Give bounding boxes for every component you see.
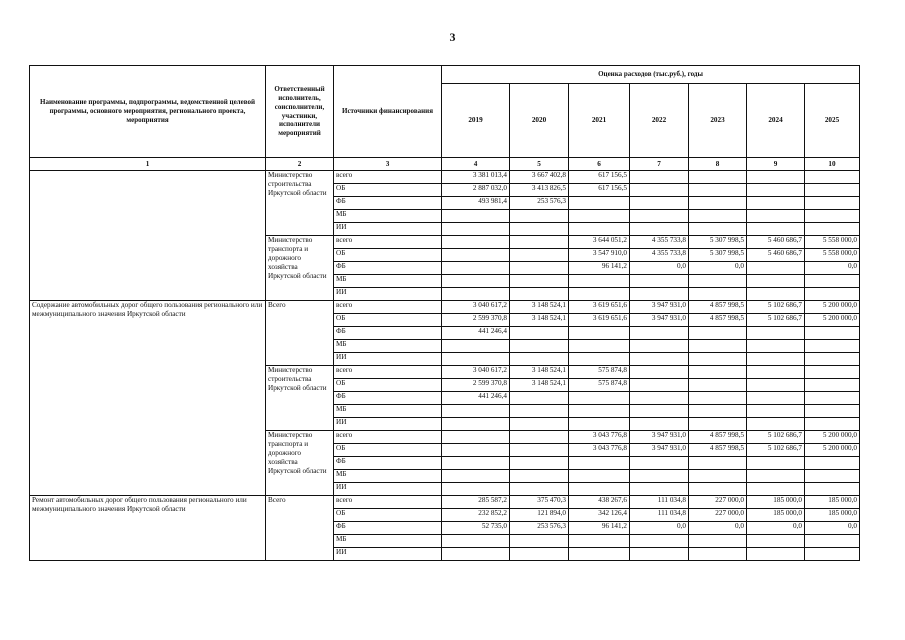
value-cell: 4 857 998,5 — [689, 431, 747, 444]
value-cell — [805, 340, 860, 353]
value-cell: 375 470,3 — [510, 496, 569, 509]
value-cell: 5 558 000,0 — [805, 249, 860, 262]
value-cell: 5 102 686,7 — [747, 301, 805, 314]
column-number: 2 — [266, 158, 334, 171]
funding-source: МБ — [334, 275, 442, 288]
value-cell: 3 947 931,0 — [630, 444, 689, 457]
value-cell — [569, 470, 630, 483]
value-cell: 5 460 686,7 — [747, 236, 805, 249]
value-cell — [630, 184, 689, 197]
value-cell — [510, 392, 569, 405]
value-cell: 96 141,2 — [569, 522, 630, 535]
value-cell — [569, 392, 630, 405]
value-cell — [442, 444, 510, 457]
table-row — [30, 171, 860, 184]
funding-source: ИИ — [334, 288, 442, 301]
value-cell — [442, 483, 510, 496]
executor-name: Всего — [266, 301, 334, 366]
value-cell — [510, 275, 569, 288]
value-cell — [689, 223, 747, 236]
executor-name: Всего — [266, 496, 334, 561]
executor-name: Министерство транспорта и дорожного хозяйства Иркутской области — [266, 431, 334, 496]
value-cell — [747, 392, 805, 405]
value-cell: 253 576,3 — [510, 197, 569, 210]
value-cell: 0,0 — [747, 522, 805, 535]
value-cell — [442, 340, 510, 353]
value-cell — [510, 457, 569, 470]
value-cell — [805, 457, 860, 470]
value-cell: 52 735,0 — [442, 522, 510, 535]
value-cell: 3 947 931,0 — [630, 301, 689, 314]
column-number: 8 — [689, 158, 747, 171]
value-cell — [805, 171, 860, 184]
value-cell — [689, 353, 747, 366]
funding-source: МБ — [334, 210, 442, 223]
value-cell — [630, 392, 689, 405]
value-cell — [805, 535, 860, 548]
value-cell — [747, 457, 805, 470]
value-cell: 5 307 998,5 — [689, 236, 747, 249]
value-cell: 617 156,5 — [569, 184, 630, 197]
value-cell — [442, 262, 510, 275]
value-cell — [689, 288, 747, 301]
funding-source: ИИ — [334, 483, 442, 496]
value-cell — [747, 210, 805, 223]
value-cell — [569, 418, 630, 431]
value-cell — [689, 405, 747, 418]
value-cell: 4 355 733,8 — [630, 236, 689, 249]
value-cell — [747, 340, 805, 353]
value-cell — [805, 366, 860, 379]
value-cell — [805, 470, 860, 483]
value-cell: 5 460 686,7 — [747, 249, 805, 262]
value-cell — [747, 379, 805, 392]
value-cell — [747, 470, 805, 483]
value-cell — [747, 288, 805, 301]
column-number: 9 — [747, 158, 805, 171]
value-cell — [442, 353, 510, 366]
value-cell — [569, 340, 630, 353]
value-cell — [805, 405, 860, 418]
value-cell — [689, 275, 747, 288]
value-cell — [689, 379, 747, 392]
value-cell — [569, 288, 630, 301]
value-cell: 4 857 998,5 — [689, 314, 747, 327]
value-cell — [569, 197, 630, 210]
value-cell: 3 644 051,2 — [569, 236, 630, 249]
value-cell — [442, 418, 510, 431]
value-cell — [510, 288, 569, 301]
value-cell: 2 599 370,8 — [442, 379, 510, 392]
value-cell: 441 246,4 — [442, 327, 510, 340]
value-cell: 3 148 524,1 — [510, 314, 569, 327]
value-cell: 185 000,0 — [805, 509, 860, 522]
funding-source: ОБ — [334, 379, 442, 392]
page-number: 3 — [449, 30, 456, 44]
value-cell: 3 413 826,5 — [510, 184, 569, 197]
column-number: 4 — [442, 158, 510, 171]
value-cell — [569, 535, 630, 548]
column-number: 6 — [569, 158, 630, 171]
value-cell — [689, 470, 747, 483]
value-cell: 4 857 998,5 — [689, 444, 747, 457]
value-cell: 3 148 524,1 — [510, 301, 569, 314]
value-cell — [805, 210, 860, 223]
table-row — [30, 496, 860, 509]
value-cell — [442, 405, 510, 418]
value-cell — [805, 223, 860, 236]
value-cell: 3 947 931,0 — [630, 431, 689, 444]
funding-source: ОБ — [334, 249, 442, 262]
column-number: 7 — [630, 158, 689, 171]
value-cell — [510, 470, 569, 483]
year-header: 2022 — [630, 84, 689, 158]
value-cell — [747, 548, 805, 561]
year-header: 2019 — [442, 84, 510, 158]
value-cell — [510, 535, 569, 548]
funding-source: ФБ — [334, 262, 442, 275]
funding-source: всего — [334, 301, 442, 314]
value-cell: 0,0 — [630, 522, 689, 535]
value-cell: 3 148 524,1 — [510, 366, 569, 379]
funding-source: ИИ — [334, 418, 442, 431]
column-number: 3 — [334, 158, 442, 171]
value-cell: 96 141,2 — [569, 262, 630, 275]
funding-source: ФБ — [334, 522, 442, 535]
value-cell — [689, 171, 747, 184]
value-cell: 111 034,8 — [630, 509, 689, 522]
value-cell — [510, 249, 569, 262]
value-cell: 0,0 — [805, 262, 860, 275]
value-cell — [630, 353, 689, 366]
executor-name: Министерство транспорта и дорожного хозяйства Иркутской области — [266, 236, 334, 301]
value-cell: 5 558 000,0 — [805, 236, 860, 249]
value-cell: 575 874,8 — [569, 366, 630, 379]
value-cell: 0,0 — [630, 262, 689, 275]
header-source: Источники финансирования — [334, 66, 442, 158]
value-cell: 3 148 524,1 — [510, 379, 569, 392]
funding-source: МБ — [334, 535, 442, 548]
funding-source: ФБ — [334, 197, 442, 210]
value-cell — [805, 418, 860, 431]
value-cell: 493 981,4 — [442, 197, 510, 210]
column-number: 1 — [30, 158, 266, 171]
value-cell — [442, 236, 510, 249]
value-cell — [442, 470, 510, 483]
value-cell — [689, 366, 747, 379]
value-cell — [805, 275, 860, 288]
value-cell: 575 874,8 — [569, 379, 630, 392]
value-cell: 227 000,0 — [689, 496, 747, 509]
funding-source: МБ — [334, 470, 442, 483]
year-header: 2023 — [689, 84, 747, 158]
value-cell: 253 576,3 — [510, 522, 569, 535]
value-cell — [805, 184, 860, 197]
value-cell — [805, 197, 860, 210]
value-cell — [442, 275, 510, 288]
year-header: 2021 — [569, 84, 630, 158]
value-cell: 441 246,4 — [442, 392, 510, 405]
value-cell — [442, 457, 510, 470]
value-cell: 5 102 686,7 — [747, 314, 805, 327]
column-number: 10 — [805, 158, 860, 171]
value-cell — [747, 327, 805, 340]
value-cell: 3 619 651,6 — [569, 314, 630, 327]
value-cell — [747, 197, 805, 210]
value-cell: 4 355 733,8 — [630, 249, 689, 262]
value-cell — [747, 483, 805, 496]
value-cell: 185 000,0 — [805, 496, 860, 509]
value-cell — [510, 353, 569, 366]
value-cell — [630, 379, 689, 392]
value-cell — [630, 457, 689, 470]
value-cell — [510, 327, 569, 340]
funding-source: всего — [334, 496, 442, 509]
value-cell — [689, 483, 747, 496]
value-cell — [569, 405, 630, 418]
funding-source: МБ — [334, 340, 442, 353]
value-cell: 3 619 651,6 — [569, 301, 630, 314]
value-cell: 3 040 617,2 — [442, 366, 510, 379]
value-cell — [630, 210, 689, 223]
value-cell — [630, 327, 689, 340]
value-cell — [630, 275, 689, 288]
value-cell: 3 043 776,8 — [569, 444, 630, 457]
funding-source: ОБ — [334, 314, 442, 327]
value-cell — [689, 340, 747, 353]
value-cell — [569, 353, 630, 366]
measure-name: Содержание автомобильных дорог общего пользования регионального или межмуниципального значения Иркутской области — [30, 301, 266, 496]
header-executor: Ответственный исполнитель, соисполнители, участники, исполнители мероприятий — [266, 66, 334, 158]
value-cell — [510, 418, 569, 431]
value-cell: 438 267,6 — [569, 496, 630, 509]
value-cell — [569, 457, 630, 470]
value-cell: 342 126,4 — [569, 509, 630, 522]
value-cell: 3 043 776,8 — [569, 431, 630, 444]
value-cell — [569, 275, 630, 288]
value-cell — [442, 431, 510, 444]
value-cell — [442, 288, 510, 301]
value-cell — [630, 418, 689, 431]
value-cell: 285 587,2 — [442, 496, 510, 509]
value-cell — [805, 327, 860, 340]
header-name: Наименование программы, подпрограммы, ведомственной целевой программы, основного мероприятия, регионального проекта, мероприятия — [30, 66, 266, 158]
value-cell: 5 102 686,7 — [747, 444, 805, 457]
funding-source: ФБ — [334, 327, 442, 340]
value-cell: 5 200 000,0 — [805, 444, 860, 457]
value-cell — [569, 483, 630, 496]
value-cell: 121 894,0 — [510, 509, 569, 522]
funding-source: всего — [334, 366, 442, 379]
value-cell — [805, 353, 860, 366]
value-cell — [442, 223, 510, 236]
value-cell — [805, 392, 860, 405]
value-cell — [689, 210, 747, 223]
value-cell: 3 547 910,0 — [569, 249, 630, 262]
value-cell — [569, 210, 630, 223]
value-cell — [510, 262, 569, 275]
value-cell: 5 307 998,5 — [689, 249, 747, 262]
value-cell — [630, 470, 689, 483]
value-cell — [510, 548, 569, 561]
value-cell — [630, 288, 689, 301]
header-estimate: Оценка расходов (тыс.руб.), годы — [442, 66, 860, 84]
value-cell: 4 857 998,5 — [689, 301, 747, 314]
funding-source: всего — [334, 236, 442, 249]
funding-source: МБ — [334, 405, 442, 418]
value-cell — [689, 535, 747, 548]
value-cell — [805, 483, 860, 496]
value-cell — [689, 197, 747, 210]
value-cell: 0,0 — [805, 522, 860, 535]
value-cell — [630, 483, 689, 496]
value-cell — [630, 366, 689, 379]
funding-source: ОБ — [334, 444, 442, 457]
value-cell — [510, 210, 569, 223]
value-cell — [747, 184, 805, 197]
funding-source: ФБ — [334, 457, 442, 470]
value-cell — [747, 353, 805, 366]
value-cell — [689, 457, 747, 470]
value-cell — [747, 405, 805, 418]
value-cell — [630, 171, 689, 184]
value-cell — [510, 236, 569, 249]
funding-source: ОБ — [334, 184, 442, 197]
funding-source: ОБ — [334, 509, 442, 522]
value-cell — [630, 340, 689, 353]
value-cell: 2 599 370,8 — [442, 314, 510, 327]
funding-source: ИИ — [334, 353, 442, 366]
value-cell: 111 034,8 — [630, 496, 689, 509]
funding-source: ИИ — [334, 548, 442, 561]
value-cell — [442, 535, 510, 548]
value-cell — [569, 548, 630, 561]
funding-source: ФБ — [334, 392, 442, 405]
value-cell — [510, 223, 569, 236]
value-cell: 5 200 000,0 — [805, 301, 860, 314]
value-cell — [747, 223, 805, 236]
executor-name: Министерство строительства Иркутской области — [266, 366, 334, 431]
value-cell: 2 887 032,0 — [442, 184, 510, 197]
value-cell — [442, 210, 510, 223]
measure-name: Ремонт автомобильных дорог общего пользования регионального или межмуниципального значения Иркутской области — [30, 496, 266, 561]
value-cell — [689, 184, 747, 197]
value-cell: 3 040 617,2 — [442, 301, 510, 314]
value-cell — [510, 431, 569, 444]
value-cell — [805, 379, 860, 392]
year-header: 2024 — [747, 84, 805, 158]
value-cell: 617 156,5 — [569, 171, 630, 184]
column-number: 5 — [510, 158, 569, 171]
value-cell: 3 667 402,8 — [510, 171, 569, 184]
value-cell — [569, 327, 630, 340]
year-header: 2020 — [510, 84, 569, 158]
value-cell: 3 381 013,4 — [442, 171, 510, 184]
value-cell: 5 200 000,0 — [805, 314, 860, 327]
value-cell — [805, 548, 860, 561]
value-cell: 5 200 000,0 — [805, 431, 860, 444]
value-cell: 185 000,0 — [747, 496, 805, 509]
value-cell — [747, 171, 805, 184]
funding-source: всего — [334, 431, 442, 444]
value-cell — [442, 548, 510, 561]
value-cell — [747, 275, 805, 288]
value-cell — [805, 288, 860, 301]
value-cell — [689, 327, 747, 340]
funding-source: всего — [334, 171, 442, 184]
year-header: 2025 — [805, 84, 860, 158]
value-cell: 227 000,0 — [689, 509, 747, 522]
value-cell — [689, 392, 747, 405]
value-cell — [747, 366, 805, 379]
value-cell — [569, 223, 630, 236]
value-cell: 185 000,0 — [747, 509, 805, 522]
value-cell: 0,0 — [689, 262, 747, 275]
executor-name: Министерство строительства Иркутской области — [266, 171, 334, 236]
value-cell — [689, 418, 747, 431]
value-cell — [510, 483, 569, 496]
value-cell — [630, 548, 689, 561]
value-cell — [630, 223, 689, 236]
value-cell — [630, 197, 689, 210]
table-row — [30, 301, 860, 314]
value-cell — [510, 405, 569, 418]
value-cell — [747, 262, 805, 275]
value-cell — [630, 405, 689, 418]
value-cell: 3 947 931,0 — [630, 314, 689, 327]
funding-source: ИИ — [334, 223, 442, 236]
value-cell: 5 102 686,7 — [747, 431, 805, 444]
value-cell — [630, 535, 689, 548]
value-cell — [442, 249, 510, 262]
value-cell — [510, 444, 569, 457]
measure-name — [30, 171, 266, 301]
value-cell — [747, 535, 805, 548]
value-cell — [747, 418, 805, 431]
value-cell — [689, 548, 747, 561]
value-cell: 0,0 — [689, 522, 747, 535]
expenditure-table — [29, 65, 860, 561]
value-cell — [510, 340, 569, 353]
value-cell: 232 852,2 — [442, 509, 510, 522]
